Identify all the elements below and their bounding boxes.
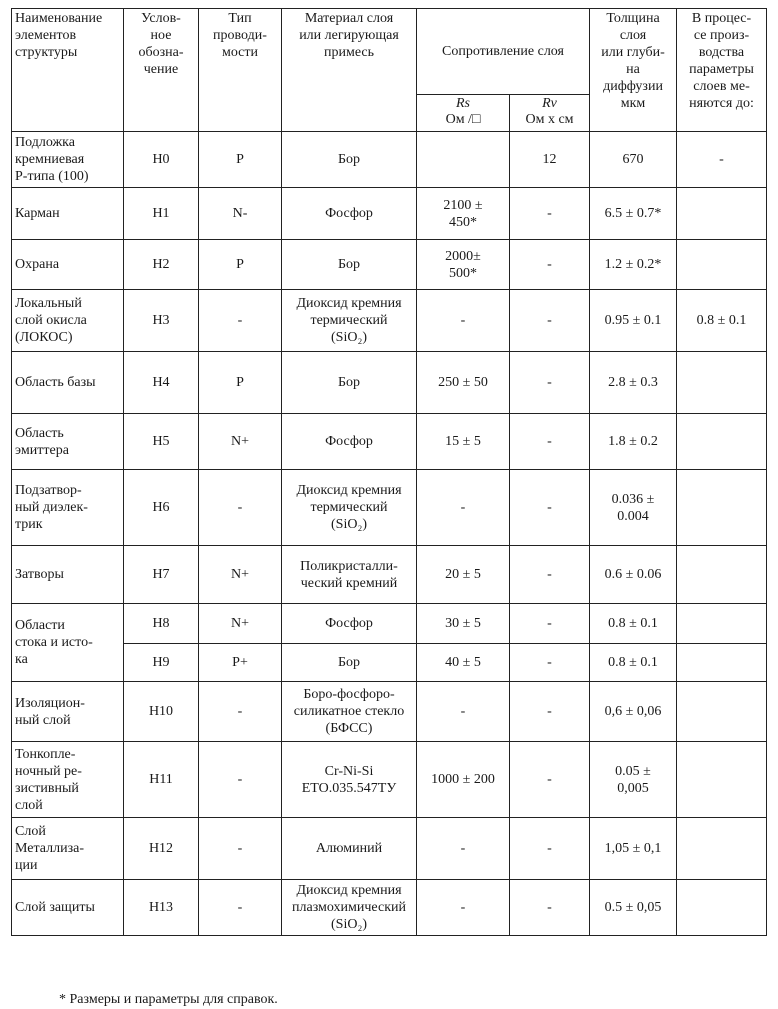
header-thickness: Толщина слоя или глуби- на диффузии мкм	[590, 9, 677, 132]
thickness-cell: 1.2 ± 0.2*	[590, 240, 677, 290]
thickness-cell: 0.95 ± 0.1	[590, 290, 677, 352]
name-cell: Слой Металлиза- ции	[12, 818, 124, 880]
thickness-cell: 0.6 ± 0.06	[590, 546, 677, 604]
designation-cell: Н3	[124, 290, 199, 352]
material-cell: Диоксид кремния плазмохимический (SiO₂)	[282, 880, 417, 936]
rs-cell: -	[417, 880, 510, 936]
table-row	[12, 290, 767, 352]
thickness-cell: 670	[590, 132, 677, 188]
material-cell: Бор	[282, 132, 417, 188]
thickness-cell: 0.05 ± 0,005	[590, 742, 677, 818]
rv-cell: -	[510, 188, 590, 240]
material-cell: Алюминий	[282, 818, 417, 880]
table-row	[12, 546, 767, 604]
header-rs	[417, 95, 510, 132]
rv-cell: -	[510, 742, 590, 818]
thickness-cell: 0.8 ± 0.1	[590, 644, 677, 682]
table-row	[12, 818, 767, 880]
layer-parameters-table	[11, 8, 767, 936]
process-cell	[677, 742, 767, 818]
name-cell: Область эмиттера	[12, 414, 124, 470]
thickness-cell: 0,6 ± 0,06	[590, 682, 677, 742]
process-cell	[677, 818, 767, 880]
rs-cell: -	[417, 470, 510, 546]
rv-cell: -	[510, 682, 590, 742]
rs-cell: -	[417, 290, 510, 352]
process-cell	[677, 880, 767, 936]
table-row	[12, 188, 767, 240]
designation-cell: Н9	[124, 644, 199, 682]
header-resistance: Сопротивление слоя	[417, 9, 590, 95]
thickness-cell: 0.5 ± 0,05	[590, 880, 677, 936]
header-process: В процес- се произ- водства параметры слоев ме- няются до:	[677, 9, 767, 132]
designation-cell: Н6	[124, 470, 199, 546]
material-cell: Диоксид кремния термический (SiO₂)	[282, 470, 417, 546]
thickness-cell: 2.8 ± 0.3	[590, 352, 677, 414]
rs-cell: 1000 ± 200	[417, 742, 510, 818]
rv-cell: -	[510, 604, 590, 644]
conductivity-cell: -	[199, 818, 282, 880]
designation-cell: Н8	[124, 604, 199, 644]
process-cell	[677, 604, 767, 644]
thickness-cell: 1,05 ± 0,1	[590, 818, 677, 880]
designation-cell: Н0	[124, 132, 199, 188]
name-cell: Области стока и исто- ка	[12, 604, 124, 682]
header-conductivity: Тип проводи- мости	[199, 9, 282, 132]
conductivity-cell: N+	[199, 546, 282, 604]
table-row	[12, 240, 767, 290]
designation-cell: Н1	[124, 188, 199, 240]
table-row	[12, 470, 767, 546]
rs-cell: 2100 ± 450*	[417, 188, 510, 240]
rv-cell: -	[510, 290, 590, 352]
designation-cell: Н13	[124, 880, 199, 936]
rv-cell: 12	[510, 132, 590, 188]
table-row	[12, 880, 767, 936]
table-row	[12, 132, 767, 188]
rv-cell: -	[510, 470, 590, 546]
conductivity-cell: N+	[199, 414, 282, 470]
conductivity-cell: -	[199, 880, 282, 936]
thickness-cell: 0.036 ± 0.004	[590, 470, 677, 546]
conductivity-cell: -	[199, 742, 282, 818]
header-material: Материал слоя или легирующая примесь	[282, 9, 417, 132]
material-cell: Бор	[282, 240, 417, 290]
table-row	[12, 682, 767, 742]
name-cell: Подложка кремниевая Р-типа (100)	[12, 132, 124, 188]
process-cell	[677, 644, 767, 682]
process-cell	[677, 352, 767, 414]
table-row	[12, 352, 767, 414]
material-cell: Фосфор	[282, 604, 417, 644]
header-rv	[510, 95, 590, 132]
rs-cell: -	[417, 682, 510, 742]
conductivity-cell: -	[199, 290, 282, 352]
conductivity-cell: Р+	[199, 644, 282, 682]
rs-cell: 40 ± 5	[417, 644, 510, 682]
table-row	[12, 604, 767, 644]
conductivity-cell: N+	[199, 604, 282, 644]
footnote: * Размеры и параметры для справок.	[59, 992, 278, 1007]
thickness-cell: 0.8 ± 0.1	[590, 604, 677, 644]
table-row	[12, 414, 767, 470]
designation-cell: Н12	[124, 818, 199, 880]
thickness-cell: 6.5 ± 0.7*	[590, 188, 677, 240]
conductivity-cell: -	[199, 470, 282, 546]
table-row	[12, 742, 767, 818]
material-cell: Бор	[282, 352, 417, 414]
material-cell: Диоксид кремния термический (SiO₂)	[282, 290, 417, 352]
material-cell: Фосфор	[282, 188, 417, 240]
designation-cell: Н2	[124, 240, 199, 290]
rs-cell: 20 ± 5	[417, 546, 510, 604]
process-cell: 0.8 ± 0.1	[677, 290, 767, 352]
rv-cell: -	[510, 352, 590, 414]
name-cell: Локальный слой окисла (ЛОКОС)	[12, 290, 124, 352]
name-cell: Подзатвор- ный диэлек- трик	[12, 470, 124, 546]
rv-unit: Ом х см	[525, 112, 574, 127]
rv-symbol: Rv	[542, 96, 557, 111]
rs-symbol: Rs	[456, 96, 470, 111]
material-cell: Поликристалли- ческий кремний	[282, 546, 417, 604]
header-designation: Услов- ное обозна- чение	[124, 9, 199, 132]
conductivity-cell: Р	[199, 132, 282, 188]
process-cell	[677, 682, 767, 742]
rs-cell: -	[417, 818, 510, 880]
rs-cell: 2000± 500*	[417, 240, 510, 290]
layer-parameters-sheet	[11, 8, 766, 1007]
name-cell: Охрана	[12, 240, 124, 290]
name-cell: Карман	[12, 188, 124, 240]
rs-cell: 30 ± 5	[417, 604, 510, 644]
rv-cell: -	[510, 414, 590, 470]
material-cell: Фосфор	[282, 414, 417, 470]
name-cell: Затворы	[12, 546, 124, 604]
rv-cell: -	[510, 644, 590, 682]
header-name: Наименование элементов структуры	[12, 9, 124, 132]
material-cell: Бор	[282, 644, 417, 682]
table-body	[12, 132, 767, 936]
name-cell: Тонкопле- ночный ре- зистивный слой	[12, 742, 124, 818]
rs-cell: 15 ± 5	[417, 414, 510, 470]
designation-cell: Н10	[124, 682, 199, 742]
rv-cell: -	[510, 546, 590, 604]
designation-cell: Н7	[124, 546, 199, 604]
table-row	[12, 644, 767, 682]
name-cell: Изоляцион- ный слой	[12, 682, 124, 742]
process-cell: -	[677, 132, 767, 188]
designation-cell: Н5	[124, 414, 199, 470]
name-cell: Слой защиты	[12, 880, 124, 936]
thickness-cell: 1.8 ± 0.2	[590, 414, 677, 470]
conductivity-cell: -	[199, 682, 282, 742]
rv-cell: -	[510, 240, 590, 290]
process-cell	[677, 240, 767, 290]
conductivity-cell: N-	[199, 188, 282, 240]
rv-cell: -	[510, 818, 590, 880]
rs-unit: Ом /□	[445, 112, 481, 127]
conductivity-cell: Р	[199, 352, 282, 414]
process-cell	[677, 414, 767, 470]
process-cell	[677, 470, 767, 546]
material-cell: Cr-Ni-Si ЕТО.035.547ТУ	[282, 742, 417, 818]
rv-cell: -	[510, 880, 590, 936]
material-cell: Боро-фосфоро- силикатное стекло (БФСС)	[282, 682, 417, 742]
name-cell: Область базы	[12, 352, 124, 414]
designation-cell: Н4	[124, 352, 199, 414]
designation-cell: Н11	[124, 742, 199, 818]
rs-cell	[417, 132, 510, 188]
rs-cell: 250 ± 50	[417, 352, 510, 414]
process-cell	[677, 546, 767, 604]
process-cell	[677, 188, 767, 240]
conductivity-cell: Р	[199, 240, 282, 290]
